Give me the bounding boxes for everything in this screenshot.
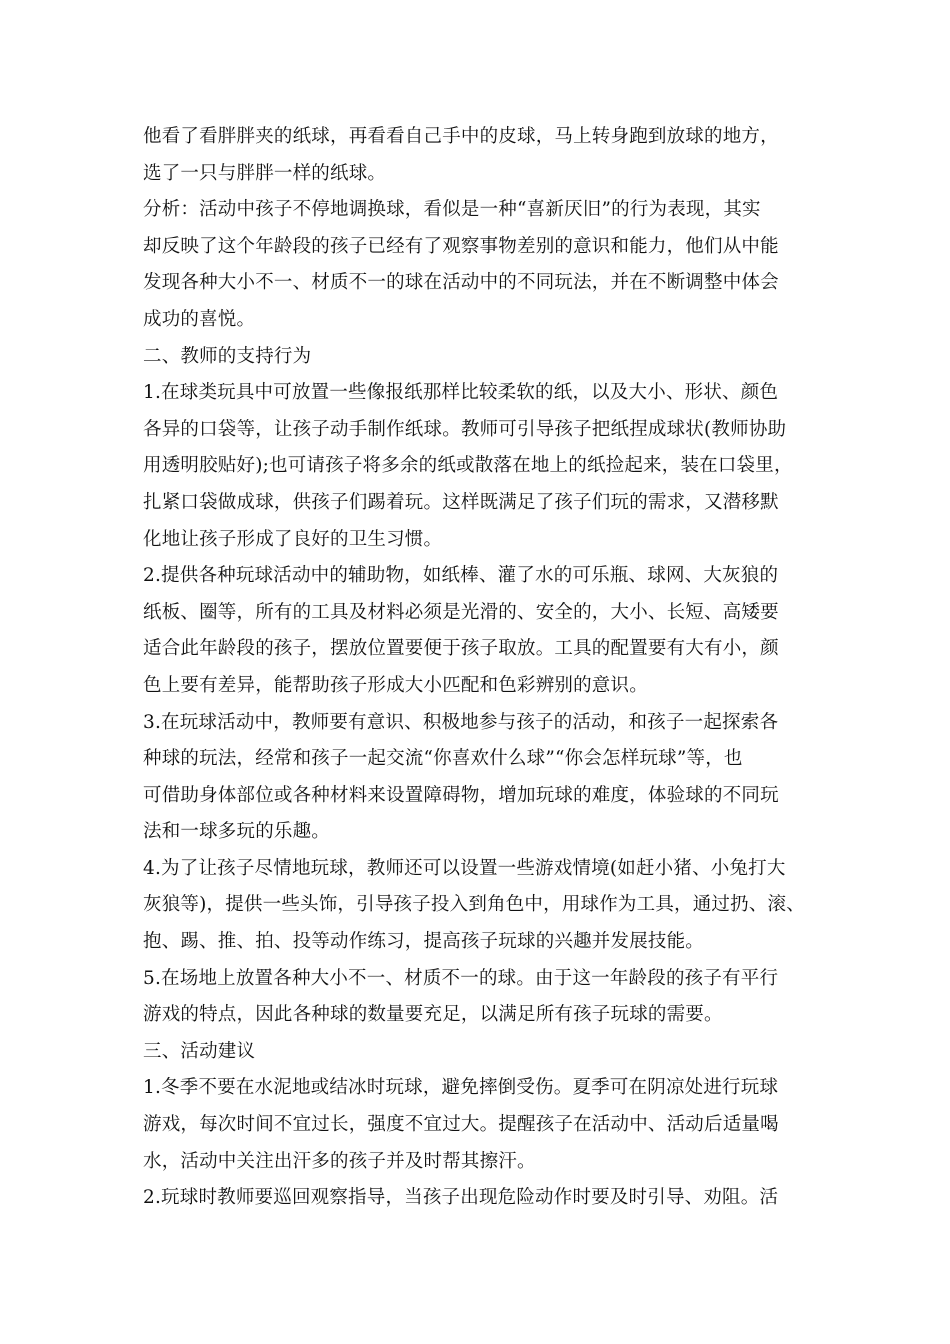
text-line: 1.在球类玩具中可放置一些像报纸那样比较柔软的纸，以及大小、形状、颜色 bbox=[143, 382, 779, 404]
text-line: 种球的玩法，经常和孩子一起交流“你喜欢什么球”“你会怎样玩球”等，也 bbox=[143, 748, 743, 770]
text-line: 适合此年龄段的孩子，摆放位置要便于孩子取放。工具的配置要有大有小，颜 bbox=[143, 638, 779, 660]
text-line: 灰狼等)，提供一些头饰，引导孩子投入到角色中，用球作为工具，通过扔、滚、 bbox=[143, 894, 805, 916]
text-line: 水，活动中关注出汗多的孩子并及时帮其擦汗。 bbox=[143, 1150, 536, 1172]
text-line: 抱、踢、推、拍、投等动作练习，提高孩子玩球的兴趣并发展技能。 bbox=[143, 931, 705, 953]
text-line: 各异的口袋等，让孩子动手制作纸球。教师可引导孩子把纸捏成球状(教师协助 bbox=[143, 418, 787, 440]
document-body bbox=[143, 119, 833, 1217]
text-line: 游戏的特点，因此各种球的数量要充足，以满足所有孩子玩球的需要。 bbox=[143, 1004, 723, 1026]
text-line: 分析：活动中孩子不停地调换球，看似是一种“喜新厌旧”的行为表现，其实 bbox=[143, 199, 761, 221]
text-line: 纸板、圈等，所有的工具及材料必须是光滑的、安全的，大小、长短、高矮要 bbox=[143, 601, 779, 623]
text-line: 选了一只与胖胖一样的纸球。 bbox=[143, 162, 387, 184]
text-line: 色上要有差异，能帮助孩子形成大小匹配和色彩辨别的意识。 bbox=[143, 674, 648, 696]
text-line: 5.在场地上放置各种大小不一、材质不一的球。由于这一年龄段的孩子有平行 bbox=[143, 967, 779, 989]
text-line: 扎紧口袋做成球，供孩子们踢着玩。这样既满足了孩子们玩的需求，又潜移默 bbox=[143, 491, 779, 513]
text-line: 可借助身体部位或各种材料来设置障碍物，增加玩球的难度，体验球的不同玩 bbox=[143, 784, 779, 806]
section-heading: 三、活动建议 bbox=[143, 1040, 256, 1062]
text-line: 3.在玩球活动中，教师要有意识、积极地参与孩子的活动，和孩子一起探索各 bbox=[143, 711, 779, 733]
text-line: 1.冬季不要在水泥地或结冰时玩球，避免摔倒受伤。夏季可在阴凉处进行玩球 bbox=[143, 1077, 779, 1099]
text-line: 法和一球多玩的乐趣。 bbox=[143, 821, 331, 843]
text-line: 他看了看胖胖夹的纸球，再看看自己手中的皮球，马上转身跑到放球的地方， bbox=[143, 126, 779, 147]
text-line: 4.为了让孩子尽情地玩球，教师还可以设置一些游戏情境(如赶小猪、小兔打大 bbox=[143, 857, 786, 879]
text-line: 游戏，每次时间不宜过长，强度不宜过大。提醒孩子在活动中、活动后适量喝 bbox=[143, 1114, 779, 1136]
text-line: 发现各种大小不一、材质不一的球在活动中的不同玩法，并在不断调整中体会 bbox=[143, 272, 779, 294]
text-line: 2.玩球时教师要巡回观察指导，当孩子出现危险动作时要及时引导、劝阻。活 bbox=[143, 1187, 779, 1209]
text-line: 成功的喜悦。 bbox=[143, 308, 256, 330]
text-line: 2.提供各种玩球活动中的辅助物，如纸棒、灌了水的可乐瓶、球网、大灰狼的 bbox=[143, 565, 779, 587]
text-line: 用透明胶贴好);也可请孩子将多余的纸或散落在地上的纸捡起来，装在口袋里， bbox=[143, 455, 793, 477]
section-heading: 二、教师的支持行为 bbox=[143, 345, 312, 367]
text-line: 却反映了这个年龄段的孩子已经有了观察事物差别的意识和能力，他们从中能 bbox=[143, 235, 779, 257]
text-line: 化地让孩子形成了良好的卫生习惯。 bbox=[143, 528, 443, 550]
